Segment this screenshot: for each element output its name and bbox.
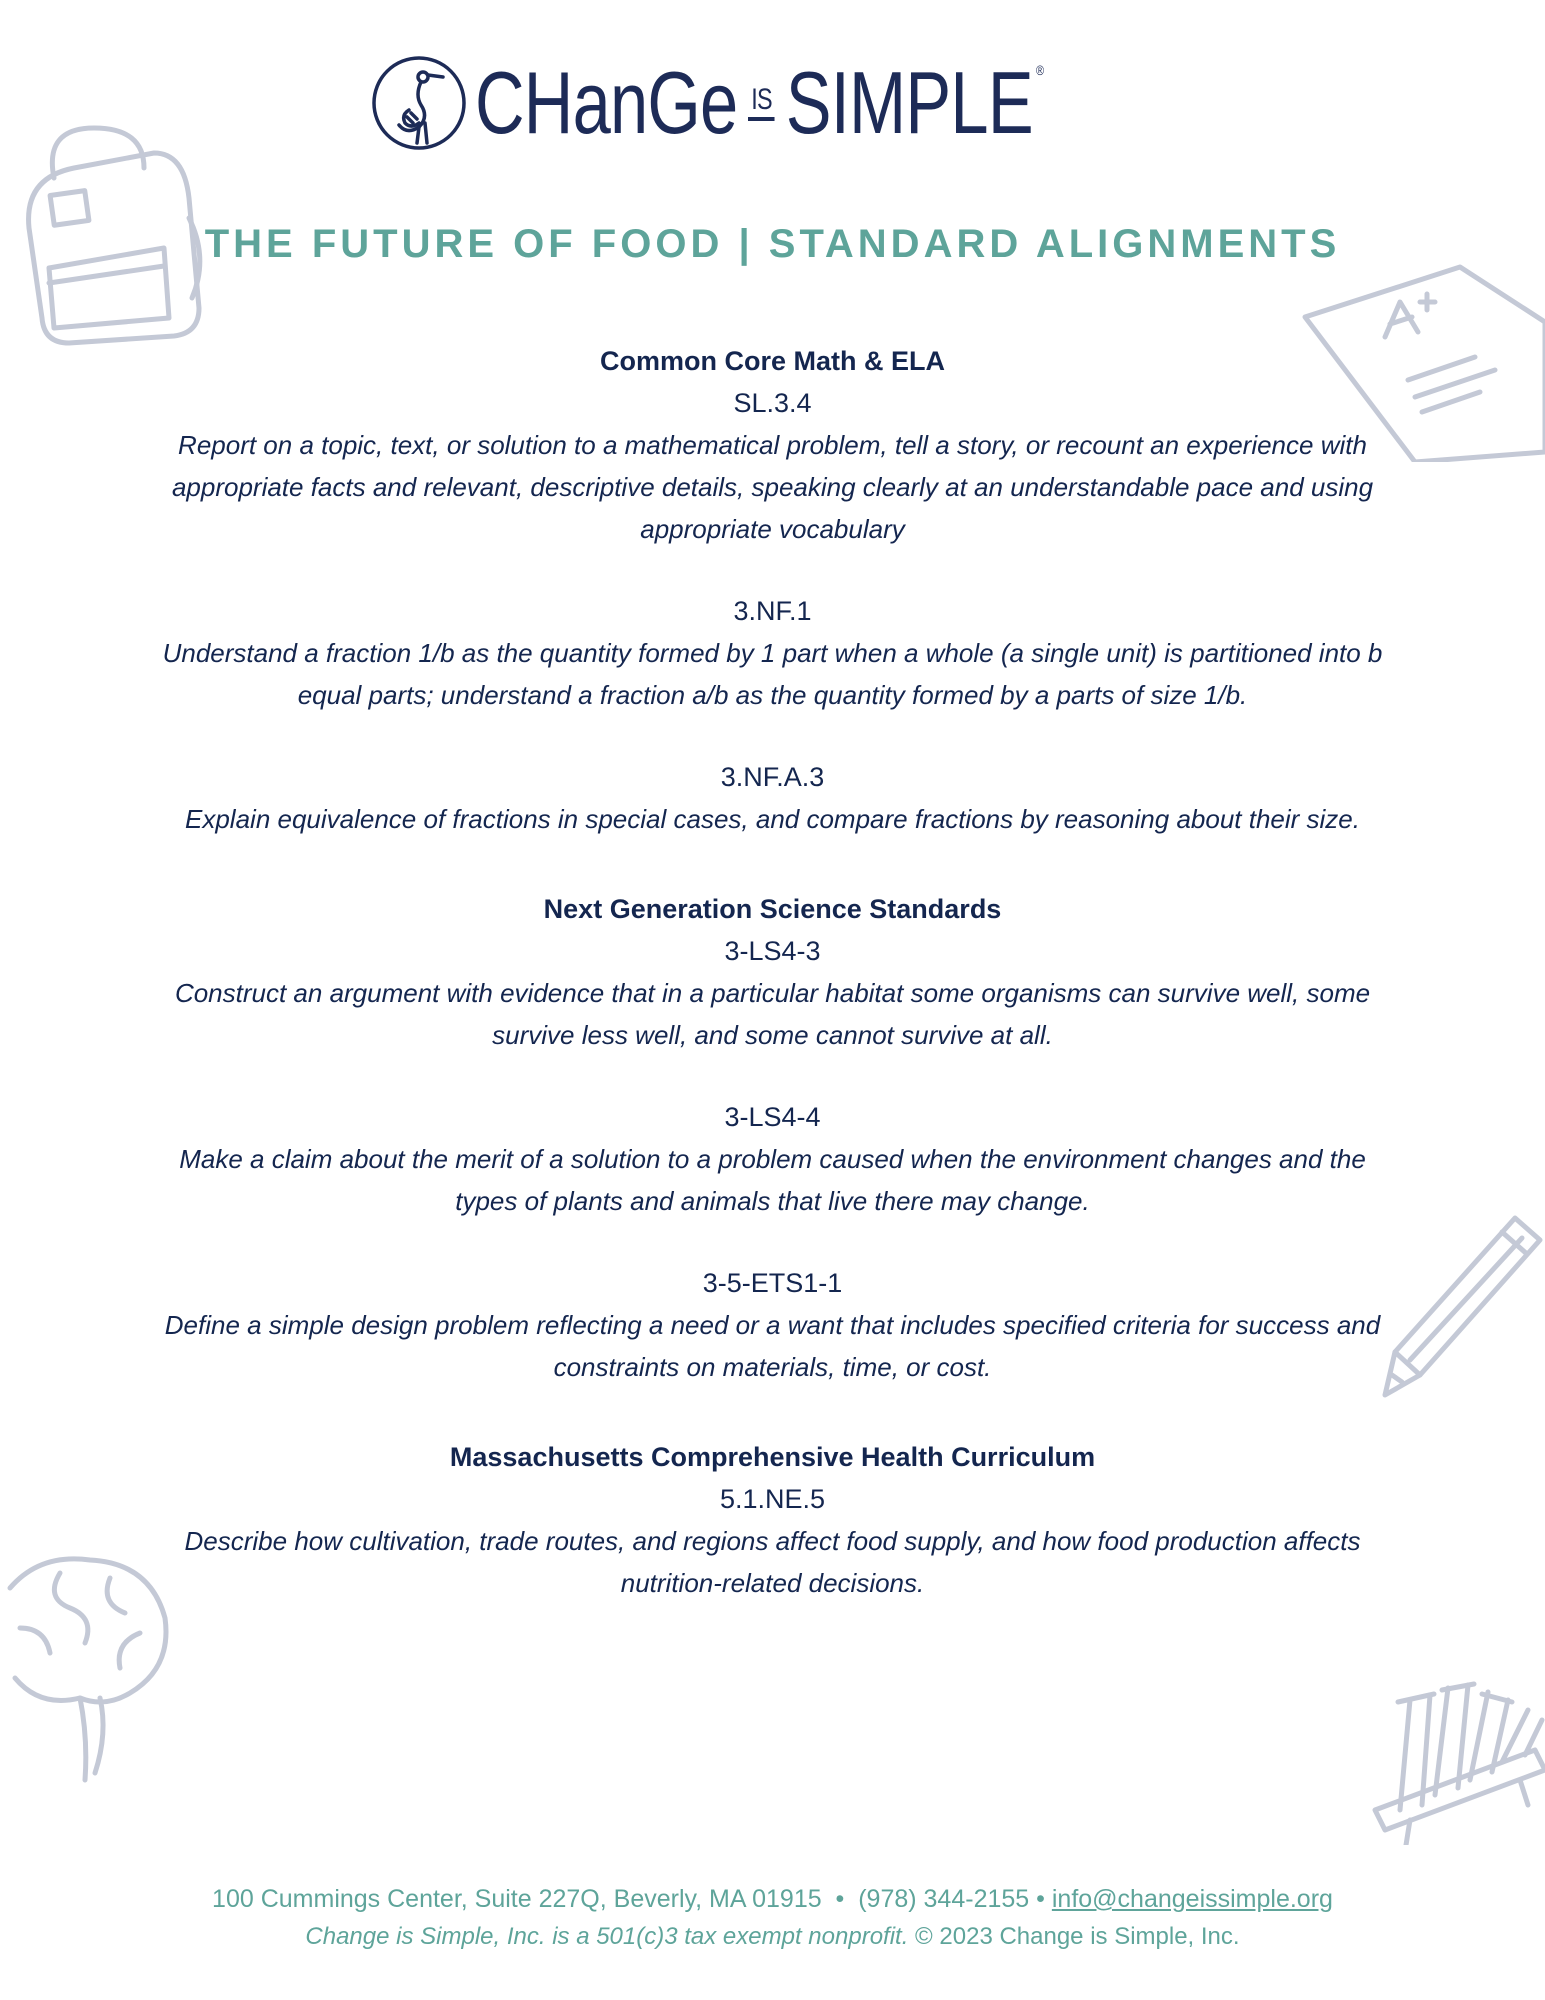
footer-separator: •: [1036, 1885, 1045, 1913]
brand-is-underline: [748, 117, 775, 121]
footer-separator: •: [835, 1885, 845, 1913]
standard-description: Describe how cultivation, trade routes, and regions affect food supply, and how food production affects nutrition-related decisions.: [184, 1526, 1361, 1598]
standard-code: 3-LS4-4: [724, 1102, 821, 1132]
pencil-icon: [1380, 1210, 1545, 1400]
section-health-curriculum: [150, 1436, 1395, 1604]
footer-contact-line: [0, 1880, 1545, 1918]
footer-phone: (978) 344-2155: [858, 1885, 1030, 1913]
standard-code: 5.1.NE.5: [719, 1484, 826, 1514]
brand-word-change: CHanGe: [474, 53, 737, 152]
standards-content: [150, 340, 1395, 1652]
section-heading: Massachusetts Comprehensive Health Curriculum: [449, 1442, 1096, 1472]
standard-code: 3.NF.A.3: [720, 762, 825, 792]
standard-code: SL.3.4: [733, 388, 812, 418]
logo: [0, 48, 1545, 158]
brand-wordmark: [474, 53, 1043, 152]
footer-copyright: © 2023 Change is Simple, Inc.: [915, 1923, 1240, 1950]
standard-code: 3.NF.1: [733, 596, 812, 626]
section-ngss: [150, 888, 1395, 1388]
section-common-core: [150, 340, 1395, 840]
standard-description: Define a simple design problem reflecting a need or a want that includes specified criteria for success and constraints on materials, time, or cost.: [164, 1310, 1381, 1382]
standard-item: [150, 1096, 1395, 1222]
test-tubes-icon: [1370, 1680, 1545, 1845]
standard-item: [150, 930, 1395, 1056]
heron-logo-icon: [371, 55, 467, 151]
page-title: THE FUTURE OF FOOD | STANDARD ALIGNMENTS: [204, 222, 1341, 266]
registered-mark: ®: [1035, 62, 1043, 78]
brand-word-is: [748, 85, 775, 121]
standard-item: [150, 1262, 1395, 1388]
standard-description: Understand a fraction 1/b as the quantity formed by 1 part when a whole (a single unit) is partitioned into b equal parts; understand a fraction a/b as the quantity formed by a parts of size 1/b.: [162, 638, 1383, 710]
standard-item: [150, 382, 1395, 550]
section-heading: Common Core Math & ELA: [599, 346, 945, 376]
footer-nonprofit-note: Change is Simple, Inc. is a 501(c)3 tax exempt nonprofit.: [305, 1923, 909, 1950]
standard-code: 3-LS4-3: [724, 936, 821, 966]
footer-email-link[interactable]: info@changeissimple.org: [1051, 1885, 1333, 1913]
section-heading: Next Generation Science Standards: [543, 894, 1002, 924]
standard-item: [150, 756, 1395, 840]
footer-address: 100 Cummings Center, Suite 227Q, Beverly, MA 01915: [212, 1885, 822, 1913]
brand-word-is-text: IS: [750, 83, 772, 116]
standard-description: Report on a topic, text, or solution to a mathematical problem, tell a story, or recount an experience with appropriate facts and relevant, descriptive details, speaking clearly at an understandable pace and using appropriate vocabulary: [171, 430, 1374, 544]
standard-item: [150, 590, 1395, 716]
brain-icon: [0, 1548, 175, 1783]
brand-word-simple: SIMPLE: [785, 53, 1033, 152]
standard-description: Construct an argument with evidence that in a particular habitat some organisms can survive well, some survive less well, and some cannot survive at all.: [174, 978, 1371, 1050]
standard-description: Explain equivalence of fractions in special cases, and compare fractions by reasoning about their size.: [185, 804, 1360, 834]
standard-description: Make a claim about the merit of a solution to a problem caused when the environment changes and the types of plants and animals that live there may change.: [179, 1144, 1366, 1216]
standard-item: [150, 1478, 1395, 1604]
footer: [0, 1880, 1545, 1956]
footer-legal-line: [0, 1918, 1545, 1956]
standard-code: 3-5-ETS1-1: [702, 1268, 843, 1298]
